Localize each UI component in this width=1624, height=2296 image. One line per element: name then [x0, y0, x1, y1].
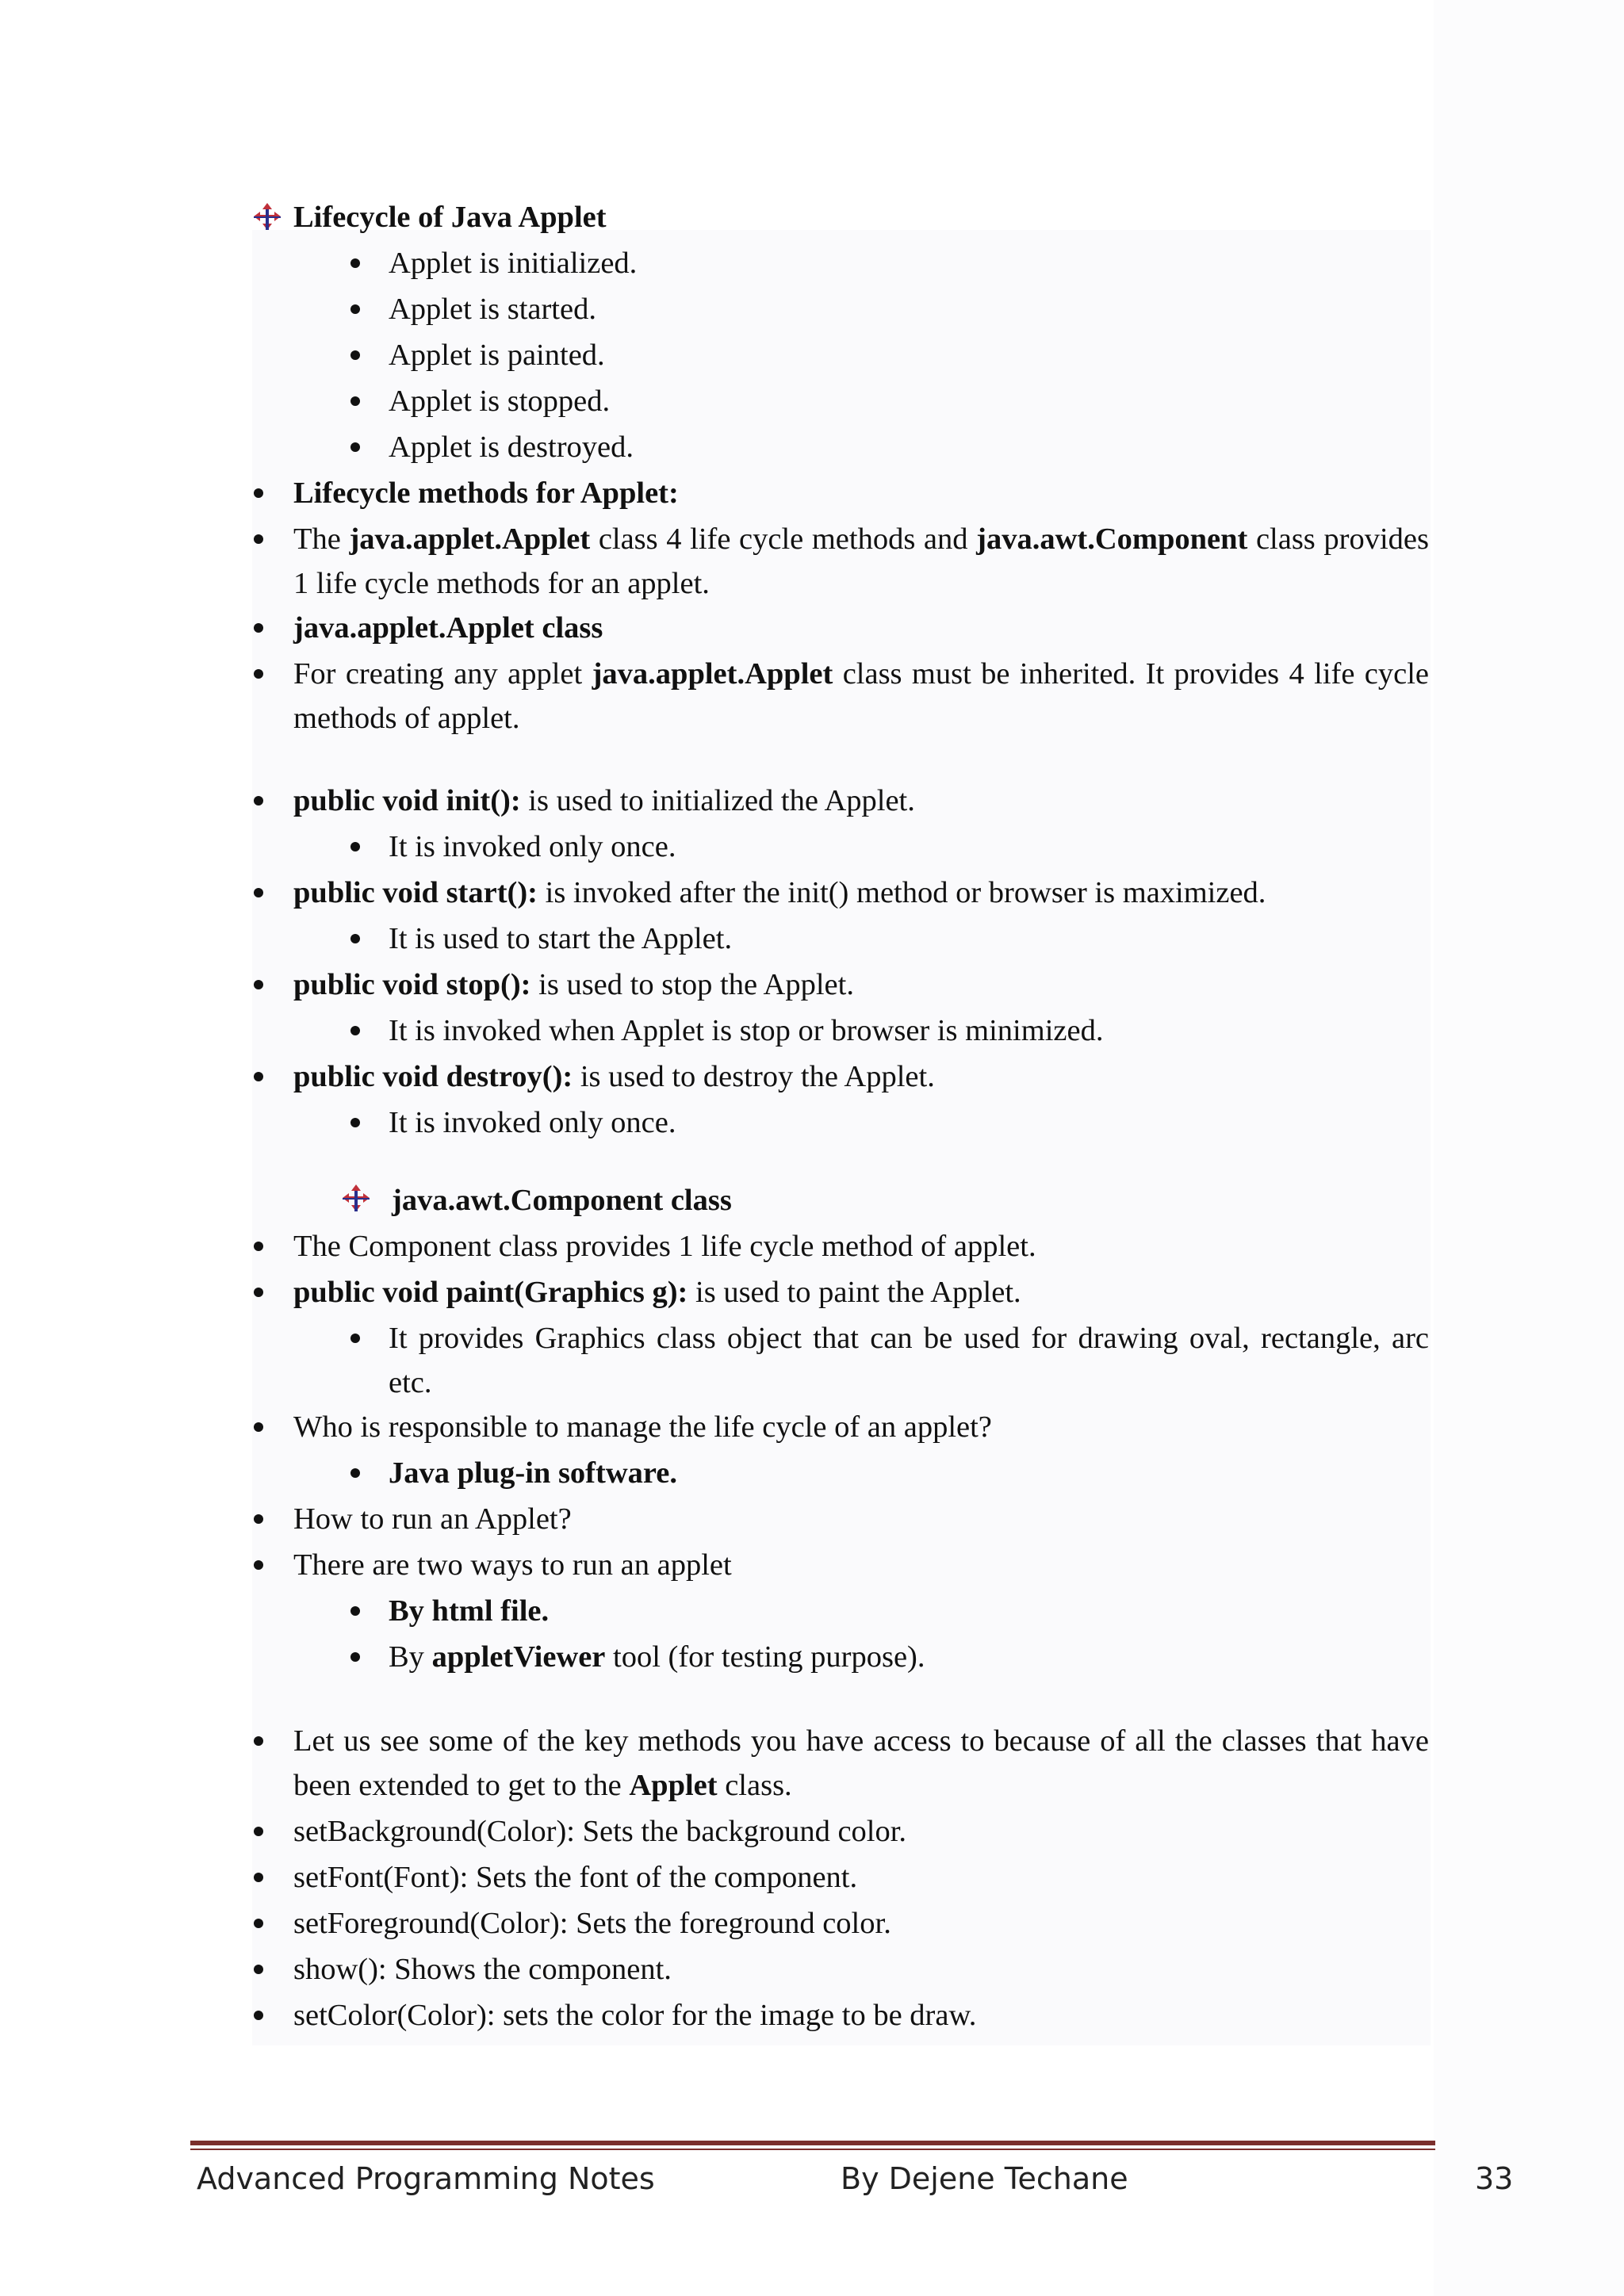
bullet-icon [254, 1514, 263, 1524]
bullet-icon [254, 1422, 263, 1432]
bullet-icon [350, 350, 360, 360]
bullet-icon [350, 1606, 360, 1616]
bullet-icon [254, 488, 263, 498]
lifecycle-heading: Lifecycle of Java Applet [293, 201, 607, 234]
footer-rule-thin [190, 2149, 1435, 2150]
two-ways: There are two ways to run an applet [293, 1548, 732, 1582]
page-number: 33 [1475, 2161, 1514, 2196]
bullet-icon [254, 1965, 263, 1974]
state-item: Applet is stopped. [389, 385, 611, 418]
methods-heading: Lifecycle methods for Applet: [293, 476, 679, 510]
start-method: public void start(): is invoked after the init() method or browser is maximized. [293, 876, 1266, 909]
bullet-icon [254, 1873, 263, 1882]
bullet-icon [254, 534, 263, 544]
init-method: public void init(): is used to initialized the Applet. [293, 784, 915, 817]
state-item: Applet is destroyed. [389, 430, 634, 464]
bullet-icon [254, 888, 263, 897]
who-question: Who is responsible to manage the life cycle of an applet? [293, 1410, 992, 1444]
state-item: Applet is painted. [389, 339, 605, 372]
bullet-icon [254, 1560, 263, 1570]
bullet-icon [350, 1026, 360, 1035]
applet-class-heading: java.applet.Applet class [293, 611, 603, 645]
bullet-icon [254, 1827, 263, 1836]
how-question: How to run an Applet? [293, 1502, 572, 1536]
method-item: setColor(Color): sets the color for the image to be draw. [293, 1999, 977, 2032]
four-way-arrow-icon [252, 201, 282, 232]
bullet-icon [254, 1288, 263, 1297]
bullet-icon [350, 442, 360, 452]
component-heading: java.awt.Component class [392, 1184, 732, 1217]
method-item: setForeground(Color): Sets the foreground color. [293, 1907, 891, 1940]
bullet-icon [254, 1072, 263, 1081]
key-methods-paragraph: Let us see some of the key methods you have access to because of all the classes that have been extended to get to the Applet class. [293, 1724, 1429, 1802]
bullet-icon [254, 1919, 263, 1928]
intro-paragraph: The java.applet.Applet class 4 life cycle methods and java.awt.Component class provides 1 life cycle methods for an applet. [293, 522, 1429, 600]
bullet-icon [254, 2011, 263, 2020]
method-item: setFont(Font): Sets the font of the component. [293, 1861, 858, 1894]
stop-method: public void stop(): is used to stop the Applet. [293, 968, 854, 1001]
footer-left: Advanced Programming Notes [197, 2161, 655, 2196]
who-answer: Java plug-in software. [389, 1456, 677, 1490]
bullet-icon [350, 1118, 360, 1127]
state-item: Applet is started. [389, 293, 596, 326]
component-desc: The Component class provides 1 life cycle method of applet. [293, 1230, 1036, 1263]
way-appletviewer: By appletViewer tool (for testing purpose). [389, 1640, 925, 1674]
footer-author: By Dejene Techane [841, 2161, 1128, 2196]
method-item: show(): Shows the component. [293, 1953, 672, 1986]
bullet-icon [254, 980, 263, 989]
bullet-icon [350, 934, 360, 943]
bullet-icon [254, 623, 263, 633]
destroy-note: It is invoked only once. [389, 1106, 676, 1139]
footer-rule [190, 2141, 1435, 2145]
init-note: It is invoked only once. [389, 830, 676, 863]
method-item: setBackground(Color): Sets the background color. [293, 1815, 907, 1848]
four-way-arrow-icon [341, 1183, 371, 1213]
bullet-icon [350, 396, 360, 406]
bullet-icon [350, 1468, 360, 1478]
bullet-icon [350, 304, 360, 314]
bullet-icon [254, 1242, 263, 1251]
bullet-icon [350, 842, 360, 851]
bullet-icon [350, 258, 360, 268]
destroy-method: public void destroy(): is used to destroy the Applet. [293, 1060, 935, 1093]
creating-paragraph: For creating any applet java.applet.Applet class must be inherited. It provides 4 life cycle methods of applet. [293, 657, 1429, 735]
bullet-icon [350, 1334, 360, 1343]
bullet-icon [350, 1652, 360, 1662]
way-html: By html file. [389, 1594, 550, 1628]
paint-method: public void paint(Graphics g): is used to paint the Applet. [293, 1276, 1021, 1309]
start-note: It is used to start the Applet. [389, 922, 733, 955]
bullet-icon [254, 796, 263, 806]
paint-note: It provides Graphics class object that can be used for drawing oval, rectangle, arc etc. [389, 1322, 1429, 1399]
stop-note: It is invoked when Applet is stop or browser is minimized. [389, 1014, 1104, 1047]
state-item: Applet is initialized. [389, 247, 638, 280]
bullet-icon [254, 669, 263, 679]
bullet-icon [254, 1736, 263, 1746]
